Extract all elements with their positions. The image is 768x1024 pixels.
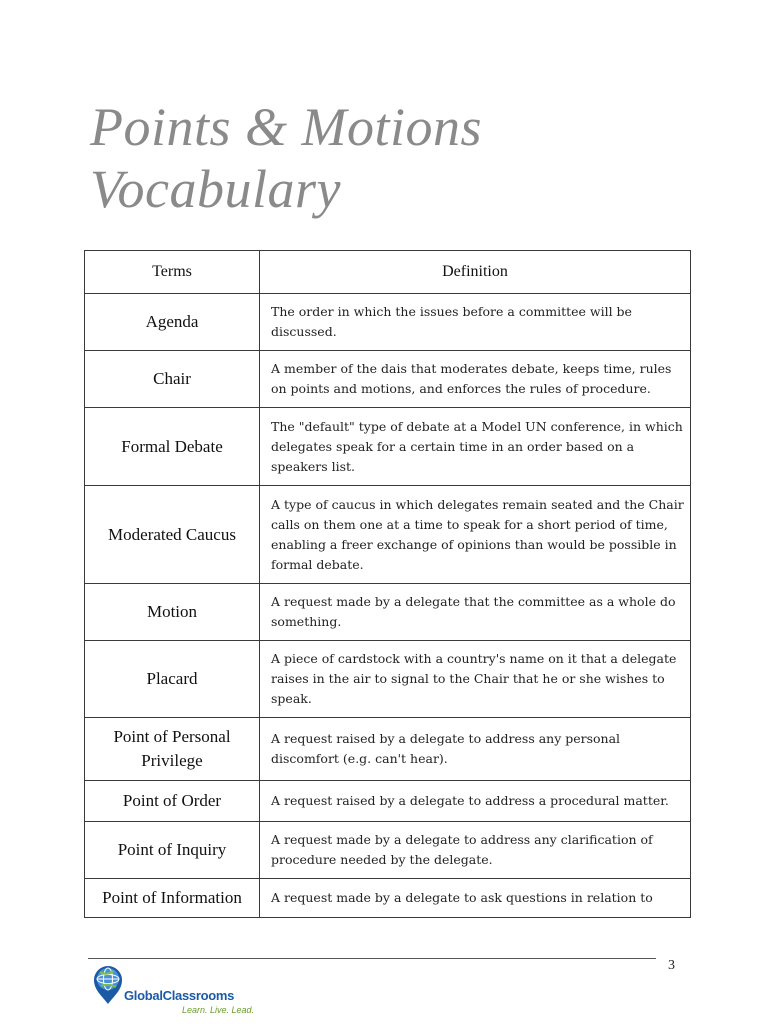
table-row xyxy=(85,408,691,486)
table-row xyxy=(85,822,691,879)
definition-cell: A member of the dais that moderates debate, keeps time, rules on points and motions, and enforces the rules of procedure. xyxy=(260,351,691,408)
table-row xyxy=(85,718,691,781)
logo-tagline: Learn. Live. Lead. xyxy=(182,1005,255,1015)
term-cell: Moderated Caucus xyxy=(85,486,260,584)
definition-cell: A request raised by a delegate to address any personal discomfort (e.g. can't hear). xyxy=(260,718,691,781)
term-cell: Agenda xyxy=(85,294,260,351)
definition-cell: A request raised by a delegate to address a procedural matter. xyxy=(260,781,691,822)
term-cell: Formal Debate xyxy=(85,408,260,486)
global-classrooms-logo xyxy=(90,962,270,1020)
vocabulary-table xyxy=(84,250,691,918)
table-row xyxy=(85,879,691,918)
title-line-1: Points & Motions xyxy=(90,97,483,157)
page-number: 3 xyxy=(668,958,675,973)
table-row xyxy=(85,294,691,351)
definition-cell: The "default" type of debate at a Model UN conference, in which delegates speak for a certain time in an order based on a speakers list. xyxy=(260,408,691,486)
footer-divider xyxy=(88,958,656,959)
table-row xyxy=(85,584,691,641)
definition-cell: A request made by a delegate to address any clarification of procedure needed by the delegate. xyxy=(260,822,691,879)
term-cell: Point of Inquiry xyxy=(85,822,260,879)
logo-brand-text: GlobalClassrooms xyxy=(124,988,235,1003)
definition-cell: A request made by a delegate that the committee as a whole do something. xyxy=(260,584,691,641)
header-definition: Definition xyxy=(260,251,691,294)
table-row xyxy=(85,781,691,822)
term-cell: Point of Information xyxy=(85,879,260,918)
globe-icon xyxy=(90,962,126,1008)
page-title xyxy=(90,96,482,220)
table-row xyxy=(85,486,691,584)
term-cell: Point of Order xyxy=(85,781,260,822)
table-row xyxy=(85,641,691,718)
table-header-row xyxy=(85,251,691,294)
header-terms: Terms xyxy=(85,251,260,294)
table-row xyxy=(85,351,691,408)
definition-cell: A type of caucus in which delegates remain seated and the Chair calls on them one at a time to speak for a short period of time, enabling a freer exchange of opinions than would be possible in formal debate. xyxy=(260,486,691,584)
term-cell: Motion xyxy=(85,584,260,641)
term-cell: Point of Personal Privilege xyxy=(85,718,260,781)
term-cell: Chair xyxy=(85,351,260,408)
definition-cell: A request made by a delegate to ask questions in relation to xyxy=(260,879,691,918)
title-line-2: Vocabulary xyxy=(90,159,341,219)
definition-cell: A piece of cardstock with a country's name on it that a delegate raises in the air to signal to the Chair that he or she wishes to speak. xyxy=(260,641,691,718)
term-cell: Placard xyxy=(85,641,260,718)
definition-cell: The order in which the issues before a committee will be discussed. xyxy=(260,294,691,351)
